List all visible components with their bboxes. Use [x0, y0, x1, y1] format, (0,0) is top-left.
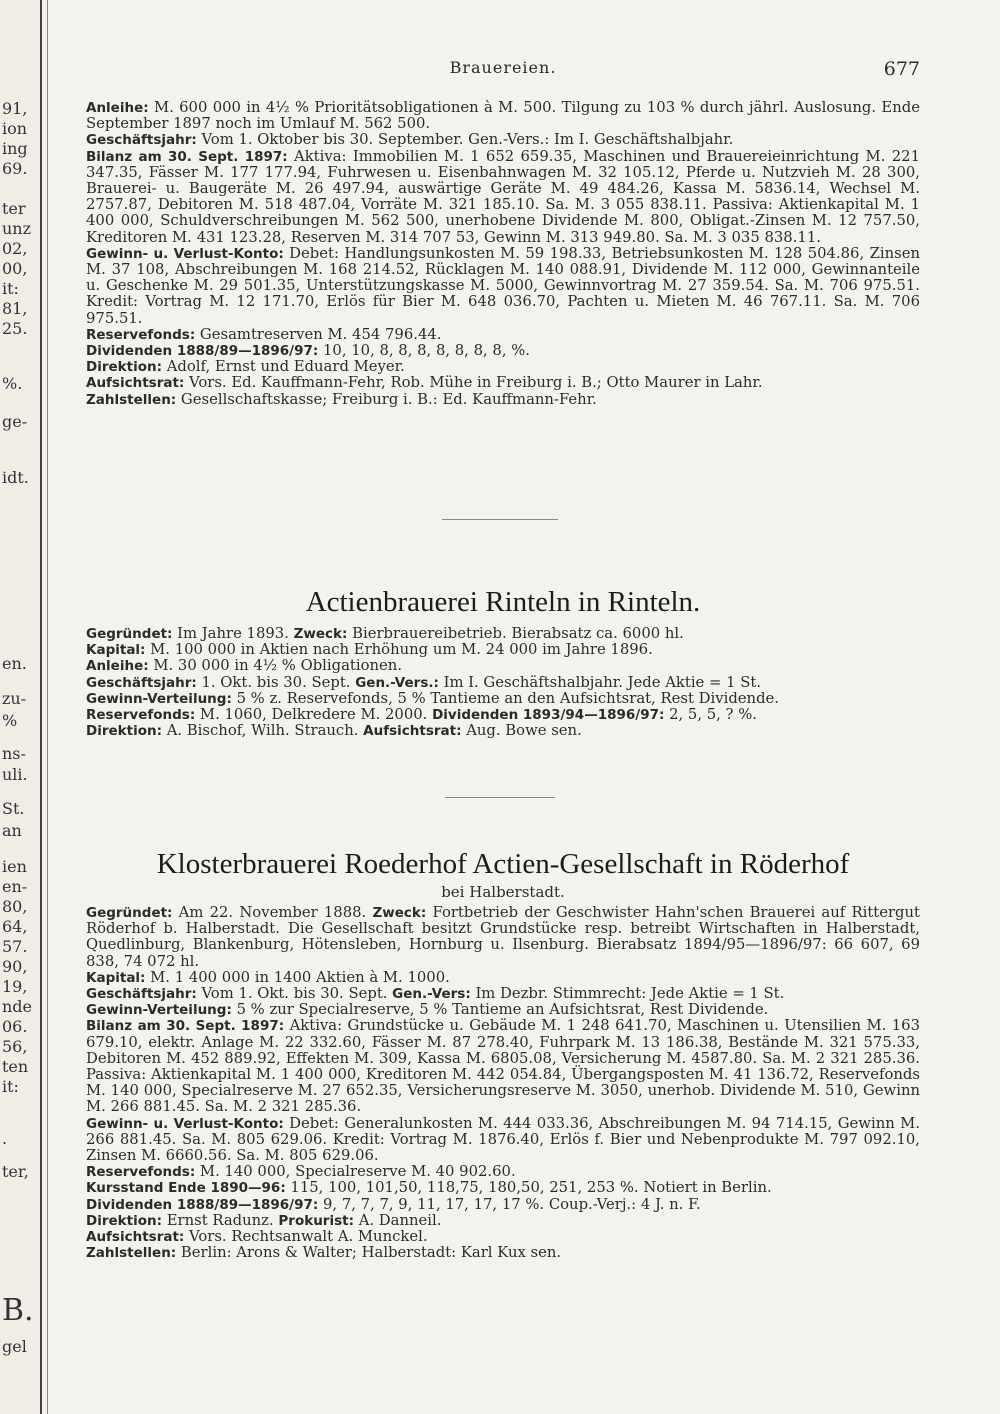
- entry-text: Aug. Bowe sen.: [461, 722, 582, 740]
- margin-fragment: gel: [2, 1337, 27, 1356]
- margin-fragment: 80,: [2, 897, 28, 916]
- entry-text: Gesamtreserven M. 454 796.44.: [195, 325, 442, 343]
- entry-text: M. 100 000 in Aktien nach Erhöhung um M. 24 000 im Jahre 1896.: [145, 641, 653, 659]
- entry-text: Bierbrauereibetrieb. Bierabsatz ca. 6000 hl.: [347, 625, 684, 642]
- margin-fragment: an: [2, 821, 22, 840]
- margin-fragment: ing: [2, 139, 28, 158]
- entry-key: Direktion:: [86, 723, 162, 740]
- entry: [86, 1197, 920, 1213]
- entry-key: Anleihe:: [86, 658, 149, 675]
- entry-text: 9, 7, 7, 7, 9, 11, 17, 17, 17 %. Coup.-Verj.: 4 J. n. F.: [318, 1195, 701, 1213]
- margin-fragment: 64,: [2, 917, 28, 936]
- entry-text: 10, 10, 8, 8, 8, 8, 8, 8, 8, %.: [318, 342, 530, 360]
- entry: [86, 343, 920, 359]
- margin-fragment: St.: [2, 799, 25, 818]
- margin-fragment: 56,: [2, 1037, 28, 1056]
- entry-key: Dividenden 1888/89—1896/97:: [86, 1196, 319, 1213]
- entry-text: Gesellschaftskasse; Freiburg i. B.: Ed. Kauffmann-Fehr.: [176, 390, 597, 408]
- entry-key: Reservefonds:: [86, 1164, 196, 1181]
- entry-key: Dividenden 1888/89—1896/97:: [86, 343, 319, 360]
- entry-text: A. Bischof, Wilh. Strauch.: [162, 722, 364, 740]
- entry: [86, 986, 920, 1002]
- entry-key: Kapital:: [86, 969, 146, 986]
- margin-fragment: ten: [2, 1057, 29, 1076]
- margin-fragment: en.: [2, 654, 27, 673]
- entry-key: Gewinn-Verteilung:: [86, 1002, 232, 1019]
- entry-text: 5 % z. Reservefonds, 5 % Tantieme an den Aufsichtsrat, Rest Dividende.: [231, 689, 780, 707]
- entry-key: Gegründet:: [86, 626, 173, 642]
- entry-key: Kursstand Ende 1890—96:: [86, 1180, 286, 1197]
- left-margin-fragments: [0, 0, 40, 1414]
- entry-key: Aufsichtsrat:: [86, 1229, 185, 1246]
- margin-fragment: .: [2, 1129, 8, 1148]
- entry: [86, 691, 920, 707]
- entry: [86, 1229, 920, 1245]
- section-roederhof: [86, 847, 920, 1261]
- entry-key: Gegründet:: [86, 905, 173, 921]
- entry: [86, 327, 920, 343]
- margin-fragment: idt.: [2, 468, 29, 487]
- entry: [86, 246, 920, 327]
- margin-fragment: it:: [2, 1077, 19, 1096]
- margin-fragment: en-: [2, 877, 28, 896]
- margin-fragment: nde: [2, 997, 33, 1016]
- entry-text: 115, 100, 101,50, 118,75, 180,50, 251, 253 %. Notiert in Berlin.: [285, 1179, 772, 1197]
- entry-key: Anleihe:: [86, 100, 149, 116]
- margin-fragment: 25.: [2, 319, 28, 338]
- margin-fragment: ge-: [2, 412, 28, 431]
- margin-fragment: ion: [2, 119, 28, 138]
- entry: [86, 658, 920, 674]
- margin-fragment: zu-: [2, 689, 27, 708]
- entry-text: Vors. Rechtsanwalt A. Munckel.: [184, 1228, 428, 1246]
- entry: [86, 723, 920, 739]
- entry-text: Am 22. November 1888.: [172, 904, 373, 921]
- margin-fragment: 19,: [2, 977, 28, 996]
- divider: [445, 797, 555, 798]
- entry: [86, 132, 920, 148]
- entry-key: Gen.-Vers.:: [355, 674, 439, 691]
- entry: [86, 905, 920, 970]
- margin-fragment: ter,: [2, 1162, 29, 1181]
- entry-text: M. 600 000 in 4½ % Prioritätsobligationen à M. 500. Tilgung zu 103 % durch jährl. Auslosung. Ende September 1897 noch im Umlauf M. 562 500.: [86, 99, 920, 133]
- entry: [86, 626, 920, 642]
- entry-key: Zahlstellen:: [86, 1245, 177, 1262]
- entry: [86, 1213, 920, 1229]
- margin-fragment: 81,: [2, 299, 28, 318]
- entry: [86, 1018, 920, 1115]
- entry-text: Ernst Radunz.: [162, 1211, 279, 1229]
- gutter-rule-inner: [47, 0, 48, 1414]
- entry: [86, 375, 920, 391]
- section-subtitle: bei Halberstadt.: [441, 883, 565, 901]
- entry-key: Zweck:: [293, 626, 348, 642]
- margin-fragment: it:: [2, 279, 19, 298]
- entry-key: Kapital:: [86, 642, 146, 659]
- entry-key: Zahlstellen:: [86, 391, 177, 408]
- entry: [86, 1180, 920, 1196]
- entry-text: 2, 5, 5, ? %.: [664, 706, 757, 724]
- entry-text: Debet: Handlungsunkosten M. 59 198.33, Betriebsunkosten M. 128 504.86, Zinsen M. 37 108, Abschreibungen M. 168 214.52, Rücklagen M. 140 088.91, Dividende M. 112 000, Gewinnanteile u. Geschenke M. 29 501.35, Unterstützungskasse M. 5000, Gewinnvortrag M. 27 359.54. Sa. M. 706 975.51. Kredit: Vortrag M. 12 171.70, Erlös für Bier M. 648 036.70, Pachten u. Mieten M. 46 767.11. Sa. M. 706 975.51.: [86, 244, 920, 327]
- margin-fragment: 57.: [2, 937, 28, 956]
- running-title: Brauereien.: [449, 58, 557, 77]
- entry-key: Geschäftsjahr:: [86, 674, 197, 691]
- entry-text: Berlin: Arons & Walter; Halberstadt: Karl Kux sen.: [176, 1244, 562, 1262]
- entry-text: M. 140 000, Specialreserve M. 40 902.60.: [195, 1163, 516, 1181]
- entry-text: M. 30 000 in 4½ % Obligationen.: [148, 657, 403, 675]
- section-title: Klosterbrauerei Roederhof Actien-Gesellschaft in Röderhof: [156, 848, 850, 880]
- entry-text: Adolf, Ernst und Eduard Meyer.: [162, 358, 405, 376]
- entry-text: Aktiva: Grundstücke u. Gebäude M. 1 248 641.70, Maschinen u. Utensilien M. 163 679.10, elektr. Anlage M. 22 332.60, Fässer M. 87 278.40, Fuhrpark M. 13 186.38, Bestände M. 321 575.33, Debitoren M. 452 889.92, Effekten M. 309, Kassa M. 6805.08, Versicherung M. 4587.80. Sa. M. 2 321 285.36. Passiva: Aktienkapital M. 1 400 000, Kreditoren M. 442 054.84, Übergangsposten M. 41 136.72, Reservefonds M. 140 000, Specialreserve M. 27 652.35, Versicherungsreserve M. 3050, unerhob. Dividende M. 510, Gewinn M. 266 881.45. Sa. M. 2 321 285.36.: [86, 1017, 920, 1116]
- margin-fragment: 69.: [2, 159, 28, 178]
- entry-key: Geschäftsjahr:: [86, 986, 197, 1003]
- entry: [86, 707, 920, 723]
- entry: [86, 642, 920, 658]
- margin-fragment: 02,: [2, 239, 28, 258]
- entry-text: A. Danneil.: [353, 1211, 442, 1229]
- margin-fragment: %: [2, 711, 18, 730]
- entry-text: M. 1060, Delkredere M. 2000.: [195, 706, 433, 724]
- entry-text: Vom 1. Oktober bis 30. September. Gen.-Vers.: Im I. Geschäftshalbjahr.: [196, 131, 734, 149]
- entry-key: Zweck:: [372, 905, 427, 921]
- margin-fragment: ter: [2, 199, 26, 218]
- entry-text: Im Jahre 1893.: [172, 625, 294, 642]
- entry-key: Gen.-Vers:: [392, 986, 471, 1003]
- entry-key: Bilanz am 30. Sept. 1897:: [86, 1018, 285, 1035]
- entry: [86, 675, 920, 691]
- entry-key: Bilanz am 30. Sept. 1897:: [86, 148, 288, 165]
- page-number: 677: [883, 58, 920, 80]
- entry-key: Gewinn- u. Verlust-Konto:: [86, 1115, 284, 1132]
- entry-key: Gewinn- u. Verlust-Konto:: [86, 245, 284, 262]
- entry: [86, 359, 920, 375]
- entry-key: Dividenden 1893/94—1896/97:: [432, 707, 665, 724]
- entry-key: Prokurist:: [278, 1212, 354, 1229]
- entry: [86, 1002, 920, 1018]
- divider: [442, 519, 558, 520]
- entry-key: Geschäftsjahr:: [86, 132, 197, 149]
- entry: [86, 149, 920, 246]
- entry-text: Im I. Geschäftshalbjahr. Jede Aktie = 1 St.: [438, 673, 762, 691]
- entry-text: Fortbetrieb der Geschwister Hahn'schen Brauerei auf Rittergut Röderhof b. Halberstadt. Die Gesellschaft besitzt Grundstücke resp. betreibt Wirtschaften in Halberstadt, Quedlinburg, Blankenburg, Hötensleben, Hornburg u. Ilsenburg. Bierabsatz 1894/95—1896/97: 66 607, 69 838, 74 072 hl.: [86, 904, 920, 970]
- margin-fragment: unz: [2, 219, 32, 238]
- margin-fragment: 00,: [2, 259, 28, 278]
- page-header: [86, 58, 920, 82]
- margin-fragment: 91,: [2, 99, 28, 118]
- entry-key: Gewinn-Verteilung:: [86, 690, 232, 707]
- entry-key: Aufsichtsrat:: [363, 723, 462, 740]
- entry-key: Direktion:: [86, 359, 162, 376]
- entry-key: Aufsichtsrat:: [86, 375, 185, 392]
- section-rinteln: [86, 585, 920, 739]
- entry: [86, 392, 920, 408]
- margin-fragment: 90,: [2, 957, 28, 976]
- margin-fragment: uli.: [2, 765, 28, 784]
- entry-text: Vom 1. Okt. bis 30. Sept.: [196, 985, 393, 1003]
- entry: [86, 1164, 920, 1180]
- margin-fragment: B.: [2, 1293, 34, 1328]
- margin-fragment: 06.: [2, 1017, 28, 1036]
- margin-fragment: %.: [2, 374, 23, 393]
- margin-fragment: ns-: [2, 744, 26, 763]
- entry-text: Vors. Ed. Kauffmann-Fehr, Rob. Mühe in Freiburg i. B.; Otto Maurer in Lahr.: [184, 374, 763, 392]
- entry: [86, 970, 920, 986]
- entry-text: Im Dezbr. Stimmrecht: Jede Aktie = 1 St.: [470, 985, 785, 1003]
- section-previous-company: [86, 100, 920, 408]
- entry: [86, 100, 920, 132]
- entry-key: Direktion:: [86, 1212, 162, 1229]
- entry-text: Debet: Generalunkosten M. 444 033.36, Abschreibungen M. 94 714.15, Gewinn M. 266 881.45. Sa. M. 805 629.06. Kredit: Vortrag M. 1876.40, Erlös f. Bier und Nebenprodukte M. 797 092.10, Zinsen M. 6660.56. Sa. M. 805 629.06.: [86, 1114, 920, 1165]
- entry: [86, 1116, 920, 1165]
- entry: [86, 1245, 920, 1261]
- entry-text: 5 % zur Specialreserve, 5 % Tantieme an Aufsichtsrat, Rest Dividende.: [231, 1001, 769, 1019]
- entry-text: M. 1 400 000 in 1400 Aktien à M. 1000.: [145, 968, 450, 986]
- entry-key: Reservefonds:: [86, 707, 196, 724]
- gutter-rule: [40, 0, 42, 1414]
- entry-key: Reservefonds:: [86, 326, 196, 343]
- entry-text: Aktiva: Immobilien M. 1 652 659.35, Maschinen und Brauereieinrichtung M. 221 347.35, Fässer M. 177 177.94, Fuhrwesen u. Eisenbahnwagen M. 32 105.12, Pferde u. Nutzvieh M. 28 300, Brauerei- u. Baugeräte M. 26 497.94, auswärtige Geräte M. 49 484.26, Kassa M. 5836.14, Wechsel M. 2757.87, Debitoren M. 518 487.04, Vorräte M. 321 185.10. Sa. M. 3 055 838.11. Passiva: Aktienkapital M. 1 400 000, Schuldverschreibungen M. 562 500, unerhobene Dividende M. 800, Obligat.-Zinsen M. 12 757.50, Kreditoren M. 431 123.28, Reserven M. 314 707 53, Gewinn M. 313 949.80. Sa. M. 3 035 838.11.: [86, 147, 920, 246]
- entry-text: 1. Okt. bis 30. Sept.: [196, 673, 356, 691]
- margin-fragment: ien: [2, 857, 27, 876]
- section-title: Actienbrauerei Rinteln in Rinteln.: [305, 586, 701, 618]
